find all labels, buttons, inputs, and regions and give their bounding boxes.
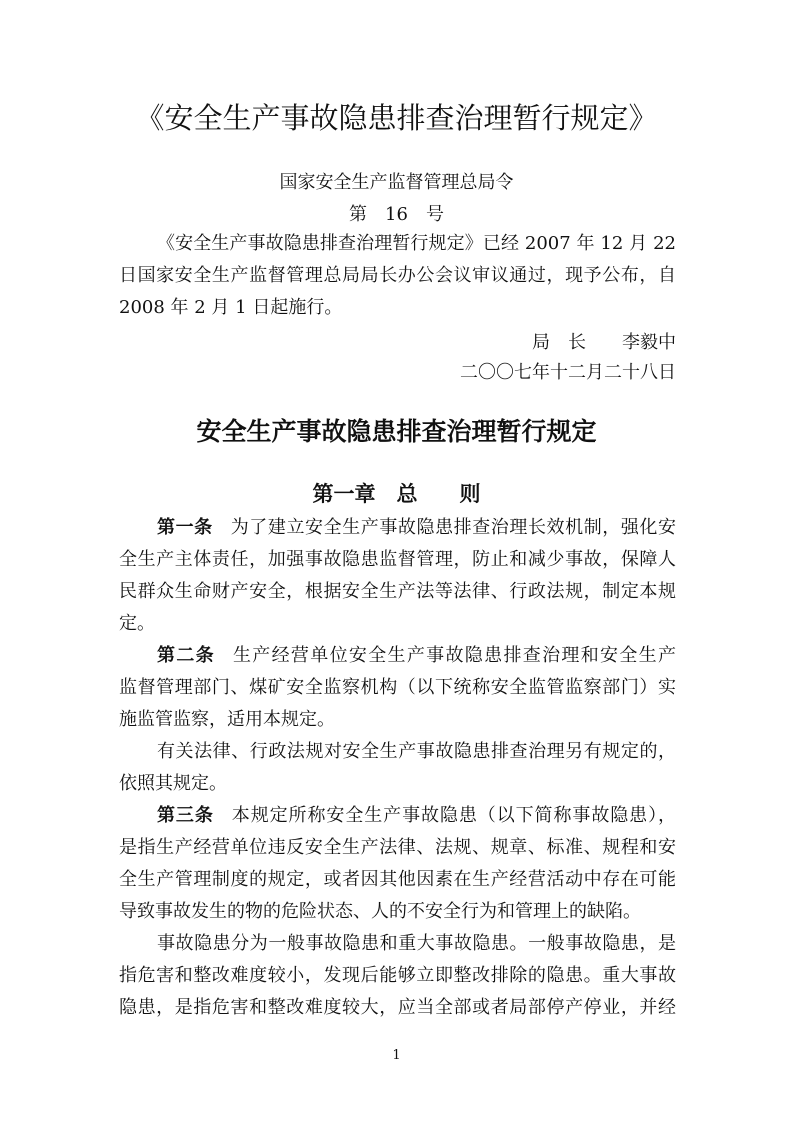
article-paragraph bbox=[119, 800, 676, 928]
article-text: 隐患，是指危害和整改难度较大，应当全部或者局部停产停业，并经 bbox=[119, 997, 676, 1018]
article-text: 施监管监察，适用本规定。 bbox=[119, 709, 335, 730]
article-line bbox=[119, 896, 676, 928]
order-number: 第 16 号 bbox=[349, 204, 444, 225]
article-paragraph bbox=[119, 928, 676, 1024]
chapter-title: 第一章 总 则 bbox=[312, 481, 481, 506]
article-line bbox=[119, 800, 676, 832]
main-title: 《安全生产事故隐患排查治理暂行规定》 bbox=[135, 101, 658, 135]
article-line bbox=[119, 864, 676, 896]
article-text: 民群众生命财产安全，根据安全生产法等法律、行政法规，制定本规 bbox=[119, 581, 676, 602]
article-paragraph bbox=[119, 736, 676, 800]
article-line bbox=[119, 832, 676, 864]
signatory: 局 长 李毅中 bbox=[532, 332, 676, 353]
article-line bbox=[119, 992, 676, 1024]
article-paragraph bbox=[119, 512, 676, 640]
article-label: 第二条 bbox=[157, 645, 215, 666]
order-issuer: 国家安全生产监督管理总局令 bbox=[279, 172, 514, 193]
article-text: 导致事故发生的物的危险状态、人的不安全行为和管理上的缺陷。 bbox=[119, 901, 641, 922]
article-text: 是指生产经营单位违反安全生产法律、法规、规章、标准、规程和安 bbox=[119, 837, 676, 858]
article-line bbox=[119, 768, 676, 800]
article-label: 第一条 bbox=[157, 517, 213, 538]
article-text: 依照其规定。 bbox=[119, 773, 227, 794]
announcement bbox=[119, 228, 676, 324]
announcement-line: 日国家安全生产监督管理总局局长办公会议审议通过，现予公布，自 bbox=[119, 265, 676, 286]
article-text: 为了建立安全生产事故隐患排查治理长效机制，强化安 bbox=[230, 517, 677, 538]
article-label: 第三条 bbox=[157, 805, 214, 826]
page-number: 1 bbox=[392, 1048, 401, 1063]
article-line bbox=[119, 736, 676, 768]
articles bbox=[119, 512, 676, 1024]
article-text: 全生产管理制度的规定，或者因其他因素在生产经营活动中存在可能 bbox=[119, 869, 676, 890]
article-line bbox=[119, 960, 676, 992]
article-paragraph bbox=[119, 640, 676, 736]
article-line bbox=[119, 672, 676, 704]
article-text: 生产经营单位安全生产事故隐患排查治理和安全生产 bbox=[232, 645, 677, 666]
article-line bbox=[119, 928, 676, 960]
article-line bbox=[119, 640, 676, 672]
announcement-line: 《安全生产事故隐患排查治理暂行规定》已经 2007 年 12 月 22 bbox=[157, 233, 676, 254]
article-text: 指危害和整改难度较小，发现后能够立即整改排除的隐患。重大事故 bbox=[119, 965, 676, 986]
article-text: 本规定所称安全生产事故隐患（以下简称事故隐患）， bbox=[231, 805, 677, 826]
announcement-line: 2008 年 2 月 1 日起施行。 bbox=[119, 297, 343, 318]
article-text: 有关法律、行政法规对安全生产事故隐患排查治理另有规定的， bbox=[157, 741, 676, 762]
regulation-title: 安全生产事故隐患排查治理暂行规定 bbox=[196, 417, 597, 446]
article-line bbox=[119, 576, 676, 608]
article-text: 监督管理部门、煤矿安全监察机构（以下统称安全监管监察部门）实 bbox=[119, 677, 676, 698]
article-text: 全生产主体责任，加强事故隐患监督管理，防止和减少事故，保障人 bbox=[119, 549, 676, 570]
article-line bbox=[119, 704, 676, 736]
article-line bbox=[119, 512, 676, 544]
article-line bbox=[119, 544, 676, 576]
order-date: 二〇〇七年十二月二十八日 bbox=[460, 362, 676, 383]
article-text: 定。 bbox=[119, 613, 155, 634]
article-line bbox=[119, 608, 676, 640]
article-text: 事故隐患分为一般事故隐患和重大事故隐患。一般事故隐患，是 bbox=[157, 933, 676, 954]
